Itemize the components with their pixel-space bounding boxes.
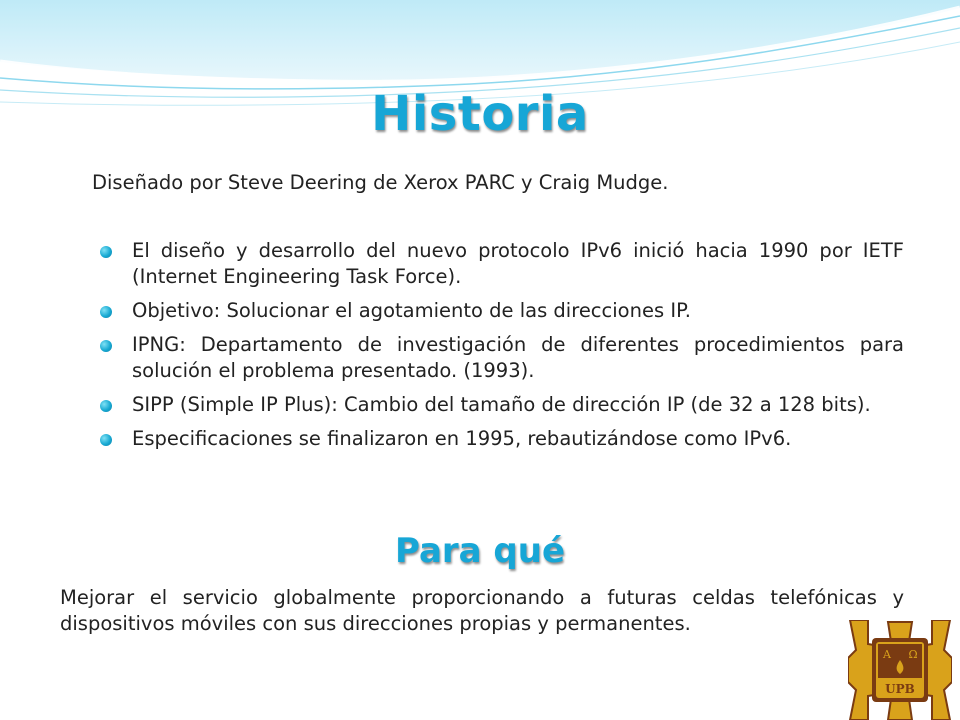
- logo-omega: Ω: [908, 648, 918, 661]
- bullet-item: [132, 298, 904, 324]
- bullet-dot-icon: [100, 340, 112, 352]
- intro-text: Diseñado por Steve Deering de Xerox PARC y Craig Mudge.: [92, 171, 669, 194]
- bullet-item: [132, 332, 904, 384]
- bullet-item: [132, 426, 904, 452]
- bullet-list: [132, 238, 904, 460]
- logo-text: UPB: [885, 682, 915, 696]
- bullet-dot-icon: [100, 434, 112, 446]
- bullet-dot-icon: [100, 246, 112, 258]
- bullet-dot-icon: [100, 306, 112, 318]
- slide-title: Historia: [371, 86, 589, 142]
- bullet-text: El diseño y desarrollo del nuevo protocolo IPv6 inició hacia 1990 por IETF (Internet Engineering Task Force).: [132, 239, 904, 288]
- section-subtitle: Para qué: [394, 531, 566, 571]
- upb-logo-icon: [848, 620, 952, 720]
- bullet-text: Especificaciones se finalizaron en 1995, rebautizándose como IPv6.: [132, 427, 792, 450]
- logo-alpha: A: [883, 648, 891, 661]
- bullet-item: [132, 238, 904, 290]
- bullet-text: IPNG: Departamento de investigación de diferentes procedimientos para solución el problema presentado. (1993).: [132, 333, 904, 382]
- bullet-text: SIPP (Simple IP Plus): Cambio del tamaño de dirección IP (de 32 a 128 bits).: [132, 393, 871, 416]
- closing-text: Mejorar el servicio globalmente proporcionando a futuras celdas telefónicas y dispositivos móviles con sus direcciones propias y permanentes.: [60, 586, 904, 635]
- bullet-text: Objetivo: Solucionar el agotamiento de las direcciones IP.: [132, 299, 691, 322]
- bullet-item: [132, 392, 904, 418]
- bullet-dot-icon: [100, 400, 112, 412]
